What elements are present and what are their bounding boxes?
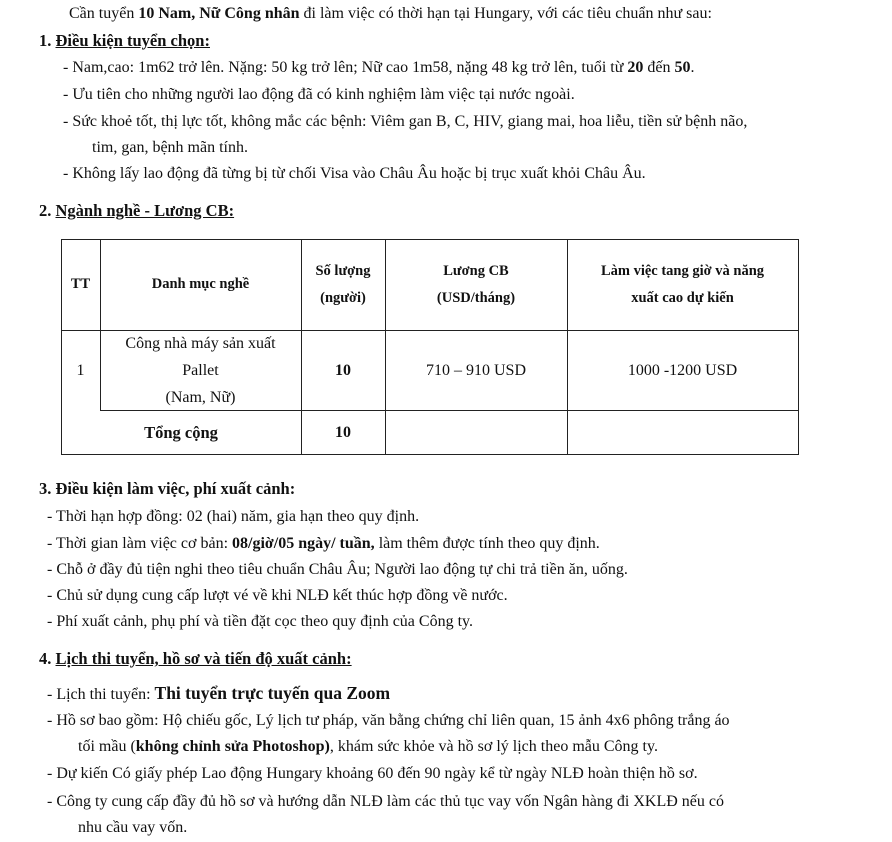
section2-heading: 2. Ngành nghề - Lương CB: (39, 201, 235, 220)
section4-heading: 4. Lịch thi tuyển, hồ sơ và tiến độ xuất cảnh: (39, 649, 352, 668)
section3-item4: - Chủ sử dụng cung cấp lượt vé về khi NLĐ kết thúc hợp đồng về nước. (47, 587, 508, 604)
salary-table (61, 239, 799, 455)
row1-quantity: 10 (335, 361, 351, 379)
total-quantity: 10 (335, 423, 351, 441)
section1-item1: - Nam,cao: 1m62 trở lên. Nặng: 50 kg trở lên; Nữ cao 1m58, nặng 48 kg trở lên, tuổi từ 20 đến 50. (63, 59, 695, 76)
section1-item3: - Sức khoẻ tốt, thị lực tốt, không mắc các bệnh: Viêm gan B, C, HIV, giang mai, hoa liễu, tiền sử bệnh não, (63, 113, 748, 130)
section4-item2-cont: tối mầu (không chỉnh sửa Photoshop), khám sức khỏe và hồ sơ lý lịch theo mẫu Công ty. (78, 738, 658, 755)
total-label: Tổng cộng (144, 422, 218, 442)
section3-item3: - Chỗ ở đầy đủ tiện nghi theo tiêu chuẩn Châu Âu; Người lao động tự chi trả tiền ăn, uống. (47, 561, 628, 578)
section1-item4: - Không lấy lao động đã từng bị từ chối Visa vào Châu Âu hoặc bị trục xuất khỏi Châu Âu. (63, 165, 646, 182)
section4-item3: - Dự kiến Có giấy phép Lao động Hungary khoảng 60 đến 90 ngày kể từ ngày NLĐ hoàn thiện hồ sơ. (47, 765, 698, 782)
section4-item2: - Hồ sơ bao gồm: Hộ chiếu gốc, Lý lịch tư pháp, văn bằng chứng chỉ liên quan, 15 ảnh 4x6 phông trắng áo (47, 712, 730, 729)
section3-item1: - Thời hạn hợp đồng: 02 (hai) năm, gia hạn theo quy định. (47, 508, 420, 525)
section3-item2: - Thời gian làm việc cơ bản: 08/giờ/05 ngày/ tuần, làm thêm được tính theo quy định. (47, 535, 600, 552)
header-tt: TT (70, 276, 91, 292)
row1-salary: 710 – 910 USD (425, 361, 526, 379)
row1-job: Công nhà máy sản xuất Pallet (Nam, Nữ) (125, 334, 276, 406)
intro-text: Cần tuyển 10 Nam, Nữ Công nhân đi làm việc có thời hạn tại Hungary, với các tiêu chuẩn như sau: (69, 5, 712, 22)
section3-item5: - Phí xuất cảnh, phụ phí và tiền đặt cọc theo quy định của Công ty. (47, 613, 473, 630)
section3-heading: 3. Điều kiện làm việc, phí xuất cảnh: (39, 479, 296, 498)
section4-item4-cont: nhu cầu vay vốn. (78, 819, 188, 836)
section4-item4: - Công ty cung cấp đầy đủ hồ sơ và hướng dẫn NLĐ làm các thủ tục vay vốn Ngân hàng đi XKLĐ nếu có (47, 793, 724, 810)
section1-item3-cont: tim, gan, bệnh mãn tính. (92, 139, 248, 156)
section1-item2: - Ưu tiên cho những người lao động đã có kinh nghiệm làm việc tại nước ngoài. (63, 86, 575, 103)
row1-overtime: 1000 -1200 USD (627, 361, 738, 379)
section4-item1: - Lịch thi tuyển: Thi tuyển trực tuyến qua Zoom (47, 683, 391, 703)
header-salary: Lương CB (USD/tháng) (436, 262, 516, 306)
header-quantity: Số lượng (người) (315, 262, 371, 306)
header-job: Danh mục nghề (151, 276, 250, 292)
header-overtime: Làm việc tang giờ và năng xuất cao dự kiến (600, 262, 765, 306)
row1-tt: 1 (76, 361, 85, 379)
section1-heading: 1. Điều kiện tuyển chọn: (39, 31, 210, 50)
